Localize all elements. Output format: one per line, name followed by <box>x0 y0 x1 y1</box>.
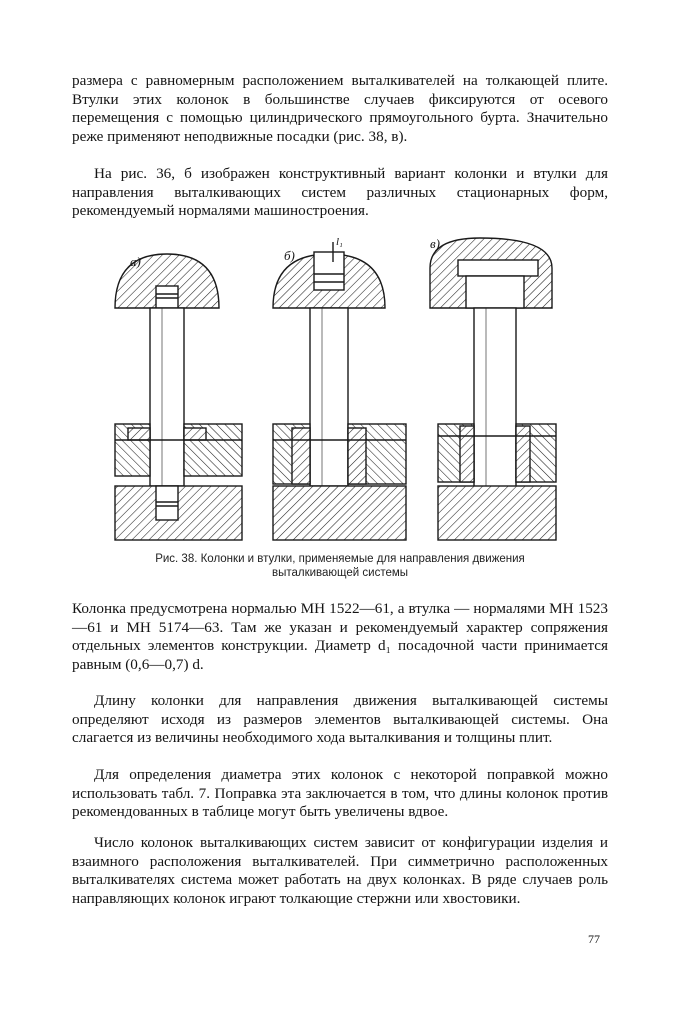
paragraph-3: Колонка предусмотрена нормалью МН 1522—61, а втулка — нормалями МН 1523—61 и МН 5174—63. Там же указан и рекомендуемый характер сопряжения отдельных элементов конструкции. Диаметр d₁ посадочной части принимается равным (0,6—0,7) d. <box>72 600 608 673</box>
variant-c-drawing <box>430 238 556 540</box>
figure-38 <box>100 232 580 548</box>
paragraph-1: размера с равномерным расположением выталкивателей на толкающей плите. Втулки этих колонок в большинстве случаев фиксируются от осевого перемещения с помощью цилиндрического прямоугольного бурта. Значительно реже применяют неподвижные посадки (рис. 38, в). <box>72 72 608 145</box>
paragraph-2: На рис. 36, б изображен конструктивный вариант колонки и втулки для направления выталкивающих систем различных стационарных форм, рекомендуемый нормалями машиностроения. <box>72 165 608 220</box>
figure-drawing <box>100 232 580 548</box>
figure-caption: Рис. 38. Колонки и втулки, применяемые для направления движения выталкивающей системы <box>155 553 525 579</box>
variant-b-drawing <box>273 242 406 540</box>
figure-label-a: а) <box>130 254 141 269</box>
paragraph-4: Длину колонки для направления движения выталкивающей системы определяют исходя из размеров элементов выталкивающей системы. Она слагается из величины необходимого хода выталкивания и толщины плит. <box>72 692 608 747</box>
figure-label-c: в) <box>430 236 440 251</box>
figure-label-b: б) <box>284 248 295 263</box>
variant-a-drawing <box>115 254 242 540</box>
paragraph-6: Число колонок выталкивающих систем зависит от конфигурации изделия и взаимного расположения выталкивателей. При симметрично расположенных выталкивателях система может работать на двух колонках. В ряде случаев роль направляющих колонок играют толкающие стержни или хвостовики. <box>72 834 608 907</box>
paragraph-5: Для определения диаметра этих колонок с некоторой поправкой можно использовать табл. 7. Поправка эта заключается в том, что длины колонок против рекомендованных в таблице могут быть увеличены вдвое. <box>72 766 608 821</box>
page-number: 77 <box>588 932 600 946</box>
dimension-label: l₁ <box>336 236 343 248</box>
